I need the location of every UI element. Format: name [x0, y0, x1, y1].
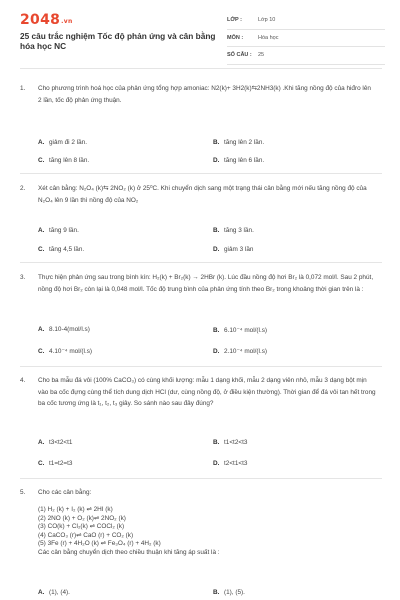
answer-option[interactable]	[38, 157, 89, 164]
answer-option[interactable]	[213, 589, 245, 596]
option-letter: B.	[213, 139, 220, 146]
question-number: 1.	[20, 85, 26, 92]
option-text: 6.10⁻⁴ mol/(l.s)	[224, 327, 268, 334]
answer-option[interactable]	[38, 347, 92, 355]
answer-option[interactable]	[213, 326, 267, 334]
option-letter: C.	[38, 157, 45, 164]
answer-option[interactable]	[213, 347, 267, 355]
meta-value: 25	[258, 52, 265, 58]
option-text: tăng lên 6 lần.	[224, 157, 265, 164]
equilibrium-item: (4) CaCO₃ (r)⇌ CaO (r) + CO₂ (k)	[38, 531, 134, 539]
answer-option[interactable]	[213, 439, 247, 446]
question-text: Cho ba mẫu đá vôi (100% CaCO₃) có cùng khối lượng: mẫu 1 dạng khối, mẫu 2 dạng viên nhỏ, mẫu 3 dạng bột mịn vào ba cốc đựng cùng thể tích dung dịch HCl (dư, cùng nồng độ, ở điều kiện thường). Thời gian để đá vôi tan hết trong ba cốc tương ứng là t₁, t₂, t₃ giây. So sánh nào sau đây đúng?	[38, 377, 376, 407]
option-letter: D.	[213, 246, 220, 253]
equilibrium-item: (1) H₂ (k) + I₂ (k) ⇌ 2HI (k)	[38, 506, 113, 513]
question-number: 5.	[20, 489, 26, 496]
question-number: 4.	[20, 377, 26, 384]
option-letter: C.	[38, 246, 45, 253]
answer-option[interactable]	[38, 439, 72, 446]
option-letter: D.	[213, 460, 220, 467]
option-letter: B.	[213, 327, 220, 334]
divider	[20, 68, 382, 69]
question-text: Xét cân bằng: N₂O₄ (k)⇆ 2NO₂ (k) ở 25⁰C. Khi chuyển dịch sang một trạng thái cân bằng mới nếu tăng nồng độ của N₂O₄ lên 9 lần thì nồng độ của NO₂	[38, 185, 367, 204]
option-text: (1), (5).	[224, 589, 245, 596]
answer-option[interactable]	[213, 460, 247, 467]
option-letter: D.	[213, 157, 220, 164]
equilibrium-item: (5) 3Fe (r) + 4H₂O (k) ⇌ Fe₃O₄ (r) + 4H₂ (k)	[38, 540, 161, 548]
question-number: 3.	[20, 274, 26, 281]
option-letter: A.	[38, 139, 45, 146]
option-text: tăng 4,5 lần.	[49, 246, 85, 253]
question-text: Cho các cân bằng:	[38, 489, 92, 496]
logo-suffix: .vn	[61, 18, 73, 25]
document-header	[0, 0, 400, 62]
equilibrium-item: (3) CO(k) + Cl₂(k) ⇌ COCl₂ (k)	[38, 523, 125, 531]
meta-key: SỐ CÂU :	[227, 52, 252, 58]
answer-option[interactable]	[38, 460, 72, 467]
meta-row-subject	[227, 30, 385, 48]
divider	[20, 262, 382, 263]
option-text: t1=t2=t3	[49, 460, 73, 467]
option-text: 2.10⁻⁴ mol/(l.s)	[224, 348, 268, 355]
option-text: giảm đi 2 lần.	[49, 139, 88, 146]
option-text: t2<t1<t3	[224, 460, 248, 467]
meta-key: MÔN :	[227, 34, 244, 41]
meta-row-count	[227, 47, 385, 65]
option-text: giảm 3 lần	[224, 246, 254, 253]
page-title: 25 câu trắc nghiệm Tốc độ phản ứng và cân bằng hóa học NC	[20, 31, 216, 51]
option-letter: B.	[213, 227, 220, 234]
divider	[20, 478, 382, 479]
option-letter: C.	[38, 460, 45, 467]
option-letter: A.	[38, 439, 45, 446]
answer-option[interactable]	[213, 157, 264, 164]
meta-row-class	[227, 12, 385, 30]
option-letter: A.	[38, 227, 45, 234]
option-letter: A.	[38, 326, 45, 333]
answer-option[interactable]	[213, 246, 254, 253]
answer-option[interactable]	[38, 589, 70, 596]
option-text: 4.10⁻⁴ mol/(l.s)	[49, 348, 93, 355]
option-text: tăng lên 8 lần.	[49, 157, 90, 164]
option-letter: A.	[38, 589, 45, 596]
question-text: Thực hiện phản ứng sau trong bình kín: H₂(k) + Br₂(k) → 2HBr (k). Lúc đầu nồng độ hơi Br₂ là 0,072 mol/l. Sau 2 phút, nồng độ hơi Br₂ còn lại là 0,048 mol/l. Tốc độ trung bình của phản ứng tính theo Br₂ trong khoảng thời gian trên là :	[38, 274, 374, 293]
option-text: tăng 9 lần.	[49, 227, 79, 234]
answer-option[interactable]	[38, 246, 84, 253]
option-text: t1<t2<t3	[224, 439, 248, 446]
site-logo[interactable]	[20, 12, 73, 28]
question-number: 2.	[20, 185, 26, 192]
option-text: 8.10-4(mol/l.s)	[49, 326, 90, 333]
meta-value: Hóa học	[258, 34, 279, 41]
document-meta	[227, 12, 385, 65]
option-text: tăng 3 lần.	[224, 227, 254, 234]
divider	[20, 173, 382, 174]
equilibrium-item: (2) 2NO (k) + O₂ (k)⇌ 2NO₂ (k)	[38, 514, 126, 522]
option-letter: B.	[213, 589, 220, 596]
answer-option[interactable]	[213, 227, 254, 234]
answer-option[interactable]	[38, 326, 90, 333]
option-letter: D.	[213, 348, 220, 355]
equilibrium-list	[38, 506, 368, 558]
divider	[20, 366, 382, 367]
logo-text: 2048	[20, 12, 61, 28]
meta-key: LỚP :	[227, 17, 242, 23]
answer-option[interactable]	[38, 227, 79, 234]
question-followup: Các cân bằng chuyển dịch theo chiều thuận khi tăng áp suất là :	[38, 548, 220, 556]
option-text: tăng lên 2 lần.	[224, 139, 265, 146]
option-letter: B.	[213, 439, 220, 446]
option-text: t3<t2<t1	[49, 439, 73, 446]
answer-option[interactable]	[38, 139, 87, 146]
option-letter: C.	[38, 348, 45, 355]
option-text: (1), (4).	[49, 589, 70, 596]
answer-option[interactable]	[213, 139, 264, 146]
question-text: Cho phương trình hoá học của phản ứng tổng hợp amoniac: N2(k)+ 3H2(k)⇆2NH3(k) .Khi tăng nồng độ của hiđro lên 2 lần, tốc độ phản ứng thuận.	[38, 85, 371, 104]
meta-value: Lớp 10	[258, 17, 276, 23]
